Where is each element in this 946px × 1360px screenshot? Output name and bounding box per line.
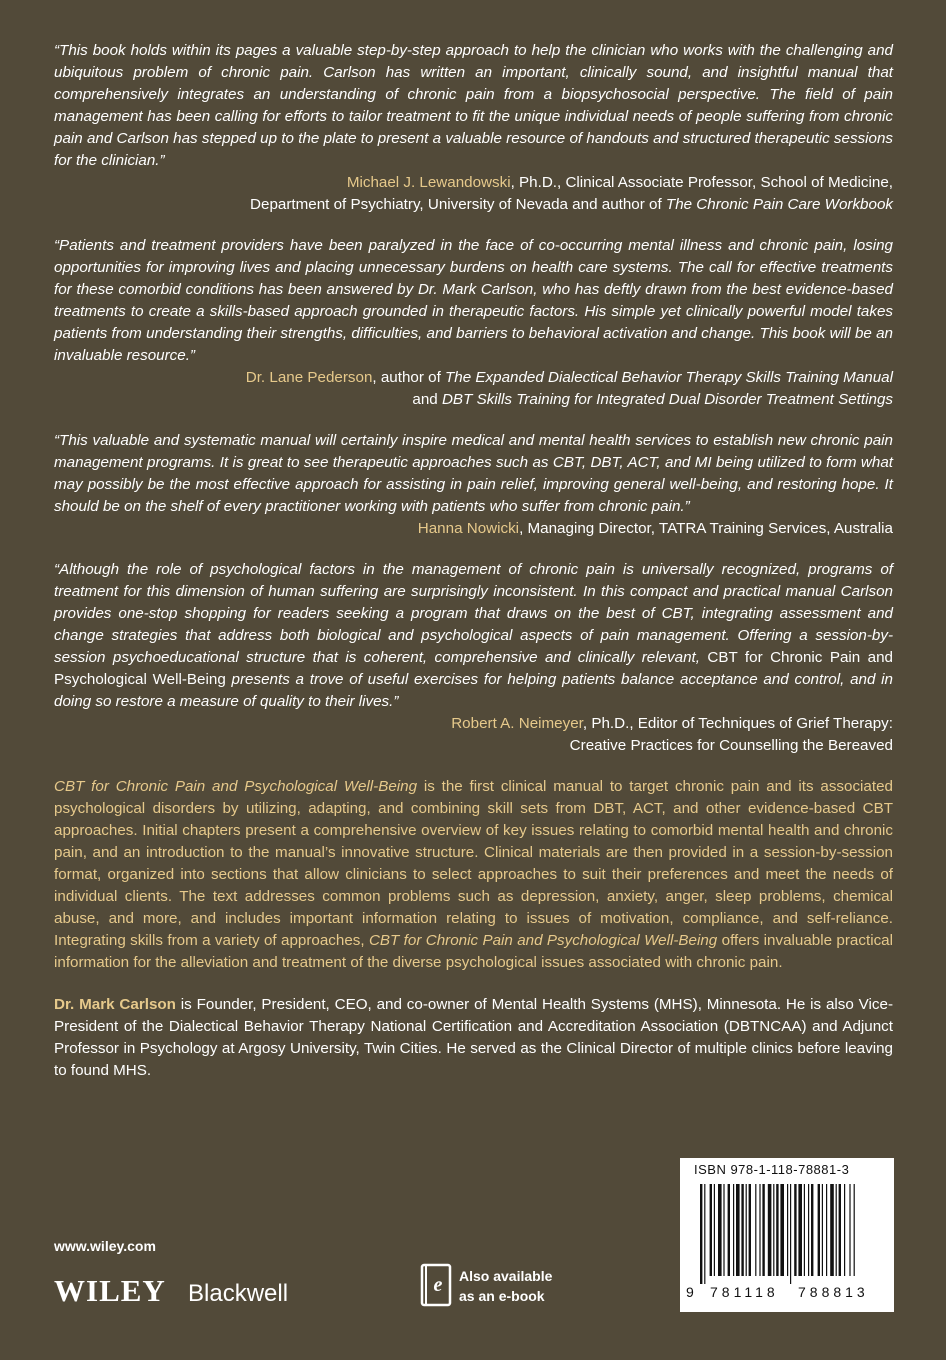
endorsement-quote: “This valuable and systematic manual will certainly inspire medical and mental health services to establish new chronic pain management programs. It is great to see therapeutic approaches such as CBT, DBT, ACT, and MI being utilized to form what may possibly be the most effective approach for assisting in pain relief, improving general well-being, and restoring hope. It should be on the shelf of every practitioner working with patients who suffer from chronic pain.” [54, 432, 893, 515]
svg-text:e: e [433, 1274, 443, 1296]
barcode-bar [749, 1184, 751, 1276]
barcode-bar [790, 1184, 791, 1284]
publisher-url[interactable]: www.wiley.com [54, 1238, 156, 1254]
endorsement-attribution-line2: and DBT Skills Training for Integrated Dual Disorder Treatment Settings [412, 391, 893, 408]
barcode-bar [798, 1184, 802, 1276]
barcode-bar [710, 1184, 712, 1276]
barcode [686, 1184, 888, 1284]
barcode-bar [811, 1184, 813, 1276]
isbn-barcode-box: ISBN 978-1-118-78881-3 9 781118 788813 [680, 1158, 894, 1312]
wiley-logo: WILEY [54, 1273, 166, 1308]
barcode-bar [780, 1184, 784, 1276]
endorsement-3 [54, 430, 893, 540]
endorser-name: Robert A. Neimeyer [451, 715, 583, 732]
ebook-availability: Also available as an e-book [459, 1268, 553, 1304]
endorsement-attribution-line2: Department of Psychiatry, University of Nevada and author of The Chronic Pain Care Workbook [250, 196, 893, 213]
endorsement-quote: “Patients and treatment providers have been paralyzed in the face of co-occurring mental illness and chronic pain, losing opportunities for improving lives and placing unnecessary burdens on health care systems. The call for effective treatments for these comorbid conditions has been answered by Dr. Mark Carlson, who has deftly drawn from the best evidence-based treatments to create a skills-based approach grounded in therapeutic factors. His simple yet clinically powerful model takes patients from understanding their strengths, difficulties, and barriers to behavioral activation and change. This book will be an invaluable resource.” [54, 237, 893, 364]
barcode-bar [776, 1184, 778, 1276]
barcode-bar [728, 1184, 730, 1276]
barcode-bar [854, 1184, 855, 1276]
barcode-bar [759, 1184, 760, 1276]
barcode-bar [741, 1184, 743, 1276]
endorsement-attribution: Robert A. Neimeyer, Ph.D., Editor of Techniques of Grief Therapy: [451, 715, 893, 732]
endorsement-4 [54, 559, 893, 757]
barcode-bar [826, 1184, 827, 1276]
barcode-bar [733, 1184, 734, 1276]
isbn-label: ISBN 978-1-118-78881-3 [694, 1162, 850, 1177]
endorsement-quote: “Although the role of psychological factors in the management of chronic pain is universally recognized, programs of treatment for this dimension of human suffering are surprisingly inconsistent. In this compact and practical manual Carlson provides one-stop shopping for readers seeking a program that draws on the best of CBT, integrating assessment and change strategies that address both biological and psychological aspects of pain management. Offering a session-by-session psychoeducational structure that is coherent, comprehensive and clinically relevant, CBT for Chronic Pain and Psychological Well-Being presents a trove of useful exercises for helping patients balance acceptance and control, and in doing so restore a measure of quality to their lives.” [54, 561, 893, 710]
barcode-bar [822, 1184, 823, 1276]
endorsement-attribution: Dr. Lane Pederson, author of The Expanded Dialectical Behavior Therapy Skills Training Manual [245, 369, 893, 386]
endorser-name: Michael J. Lewandowski [346, 174, 511, 191]
barcode-bar [768, 1184, 772, 1276]
barcode-bar [804, 1184, 805, 1276]
endorser-name: Dr. Lane Pederson [245, 369, 373, 386]
barcode-bar [746, 1184, 747, 1276]
barcode-bar [736, 1184, 740, 1276]
barcode-bar [794, 1184, 796, 1276]
barcode-bar [818, 1184, 820, 1276]
endorsement-1 [54, 40, 893, 216]
barcode-bar [836, 1184, 837, 1276]
barcode-bar [723, 1184, 724, 1276]
endorsement-attribution-line2: Creative Practices for Counselling the Bereaved [569, 737, 893, 754]
barcode-bar [849, 1184, 850, 1276]
barcode-bar [808, 1184, 809, 1276]
barcode-bar [718, 1184, 722, 1276]
barcode-bar [714, 1184, 715, 1276]
blackwell-logo: Blackwell [188, 1280, 289, 1307]
barcode-bar [839, 1184, 841, 1276]
barcode-bar [787, 1184, 788, 1276]
endorsement-2 [54, 235, 893, 411]
endorsement-attribution: Michael J. Lewandowski, Ph.D., Clinical Associate Professor, School of Medicine, [346, 174, 893, 191]
barcode-bar [762, 1184, 764, 1276]
barcode-bar [773, 1184, 774, 1276]
ebook-icon [419, 1263, 455, 1309]
endorsement-attribution: Hanna Nowicki, Managing Director, TATRA Training Services, Australia [417, 520, 893, 537]
barcode-bar [700, 1184, 702, 1284]
endorsement-quote: “This book holds within its pages a valuable step-by-step approach to help the clinician who works with the challenging and ubiquitous problem of chronic pain. Carlson has written an important, clinically sound, and insightful manual that comprehensively integrates an understanding of chronic pain from a biopsychosocial perspective. The field of pain management has been calling for efforts to tailor treatment to fit the unique individual needs of people suffering from chronic pain and Carlson has stepped up to the plate to present a valuable resource of handouts and structured therapeutic sessions for the clinician.” [54, 42, 893, 169]
barcode-bar [755, 1184, 756, 1276]
book-description: CBT for Chronic Pain and Psychological Well-Being is the first clinical manual to target chronic pain and its associated psychological disorders by utilizing, adapting, and combining skill sets from DBT, ACT, and other evidence-based CBT approaches. Initial chapters present a comprehensive overview of key issues relating to comorbid mental health and chronic pain, and an introduction to the manual’s innovative structure. Clinical materials are then provided in a session-by-session format, organized into sections that allow clinicians to select approaches to suit their preferences and meet the needs of individual clients. The text addresses common problems such as depression, anxiety, anger, sleep problems, chemical abuse, and more, and includes important information relating to issues of motivation, compliance, and self-reliance. Integrating skills from a variety of approaches, CBT for Chronic Pain and Psychological Well-Being offers invaluable practical information for the alleviation and treatment of the diverse psychological issues associated with chronic pain. [54, 778, 893, 971]
author-bio: Dr. Mark Carlson is Founder, President, CEO, and co-owner of Mental Health Systems (MHS), Minnesota. He is also Vice-President of the Dialectical Behavior Therapy National Certification and Accreditation Association (DBTNCAA) and Adjunct Professor in Psychology at Argosy University, Twin Cities. He served as the Clinical Director of multiple clinics before leaving to found MHS. [54, 996, 893, 1079]
back-cover-content [54, 40, 893, 1082]
barcode-bar [844, 1184, 845, 1276]
barcode-bar [830, 1184, 834, 1276]
barcode-bar [704, 1184, 705, 1284]
endorser-name: Hanna Nowicki [417, 520, 520, 537]
author-name: Dr. Mark Carlson [54, 996, 176, 1013]
